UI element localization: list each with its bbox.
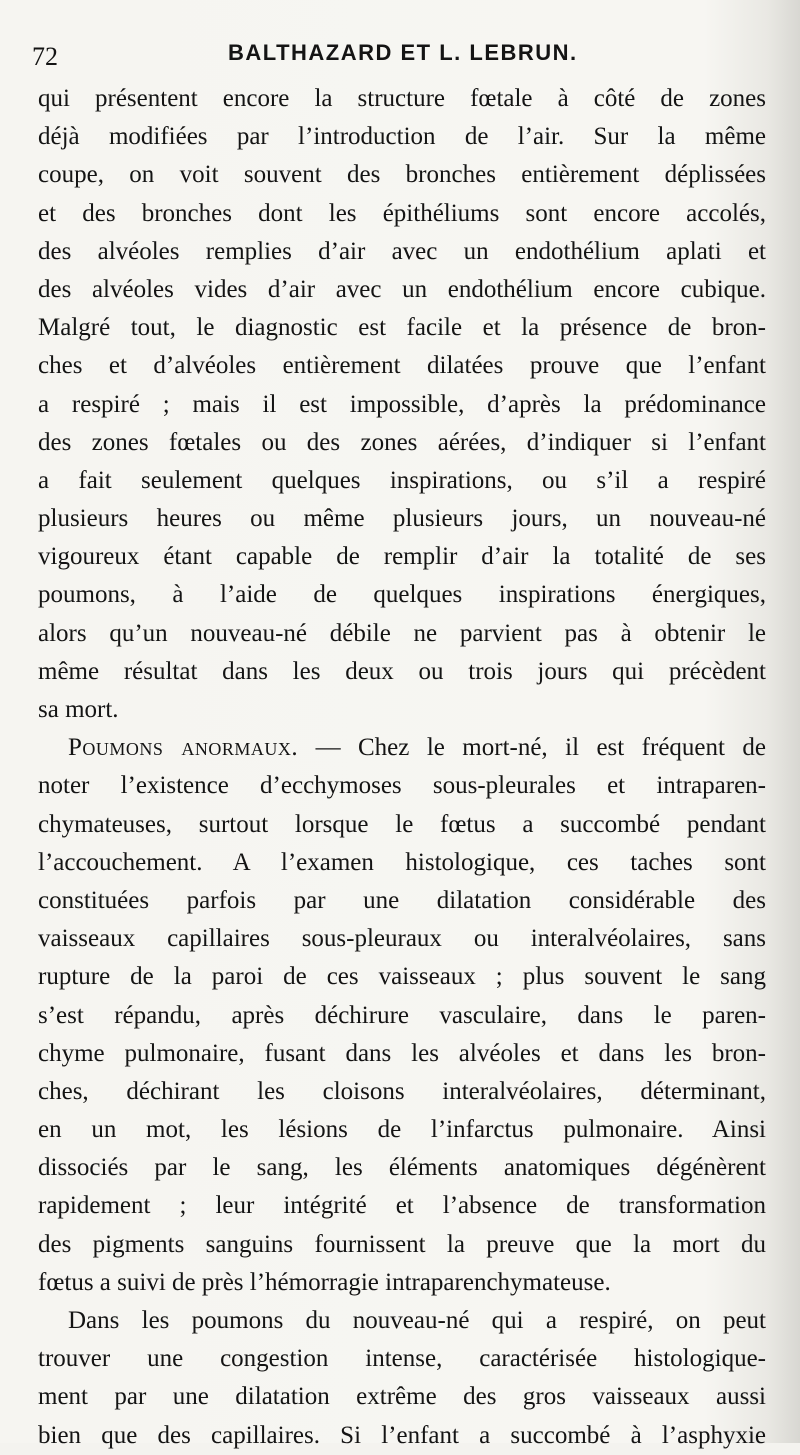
text-line: alors qu’un nouveau-né débile ne parvient pas à obtenir le [38,619,766,647]
section-first-line [38,729,766,767]
text-line: et des bronches dont les épithéliums sont encore accolés, [38,199,766,227]
text-line: chymateuses, surtout lorsque le fœtus a succombé pendant [38,810,766,838]
page-number: 72 [32,42,58,71]
text-line: des zones fœtales ou des zones aérées, d’indiquer si l’enfant [38,428,766,456]
text-line: poumons, à l’aide de quelques inspirations énergiques, [38,581,766,609]
text-line: ches, déchirant les cloisons interalvéolaires, déterminant, [38,1077,766,1105]
page-header [32,38,772,78]
section-paragraph [38,729,766,1302]
text-line: bien que des capillaires. Si l’enfant a succombé à l’asphyxie [38,1421,766,1449]
text-line: plusieurs heures ou même plusieurs jours, un nouveau-né [38,505,766,533]
text-line: l’accouchement. A l’examen histologique, ces taches sont [38,848,766,876]
section-first-line-text: — Chez le mort-né, il est fréquent de [298,734,766,762]
text-line: a respiré ; mais il est impossible, d’après la prédominance [38,390,766,418]
text-line: des alvéoles vides d’air avec un endothélium encore cubique. [38,275,766,303]
text-line: qui présentent encore la structure fœtale à côté de zones [38,85,766,112]
text-line: s’est répandu, après déchirure vasculaire, dans le paren- [38,1001,766,1029]
text-line: sa mort. [38,696,119,723]
text-line: des pigments sanguins fournissent la preuve que la mort du [38,1230,766,1258]
text-line: vaisseaux capillaires sous-pleuraux ou interalvéolaires, sans [38,925,766,953]
text-line: rupture de la paroi de ces vaisseaux ; plus souvent le sang [38,963,766,991]
page-body [38,80,766,1455]
text-line: ment par une dilatation extrême des gros vaisseaux aussi [38,1383,766,1411]
text-line: constituées parfois par une dilatation considérable des [38,886,766,914]
text-line: des alvéoles remplies d’air avec un endothélium aplati et [38,237,766,265]
text-line: noter l’existence d’ecchymoses sous-pleurales et intraparen- [38,772,766,800]
text-line: a fait seulement quelques inspirations, ou s’il a respiré [38,466,766,494]
text-line: fœtus a suivi de près l’hémorragie intraparenchymateuse. [38,1268,611,1296]
text-line: Malgré tout, le diagnostic est facile et la présence de bron- [38,314,766,342]
text-line: en un mot, les lésions de l’infarctus pulmonaire. Ainsi [38,1116,766,1144]
text-line: rapidement ; leur intégrité et l’absence de transformation [38,1192,766,1220]
text-line: même résultat dans les deux ou trois jours qui précèdent [38,657,766,685]
text-line: Dans les poumons du nouveau-né qui a respiré, on peut [68,1307,766,1334]
text-line: vigoureux étant capable de remplir d’air la totalité de ses [38,543,766,571]
running-head: BALTHAZARD ET L. LEBRUN. [228,40,578,65]
text-line: ches et d’alvéoles entièrement dilatées prouve que l’enfant [38,352,766,380]
paragraph-continued [38,80,766,729]
text-line: dissociés par le sang, les éléments anatomiques dégénèrent [38,1154,766,1182]
final-paragraph [38,1302,766,1455]
text-line: trouver une congestion intense, caractérisée histologique- [38,1345,766,1373]
text-line: coupe, on voit souvent des bronches entièrement déplissées [38,161,766,189]
text-line: chyme pulmonaire, fusant dans les alvéoles et dans les bron- [38,1039,766,1067]
section-heading: Poumons anormaux. [68,734,299,762]
text-line: déjà modifiées par l’introduction de l’air. Sur la même [38,123,766,151]
